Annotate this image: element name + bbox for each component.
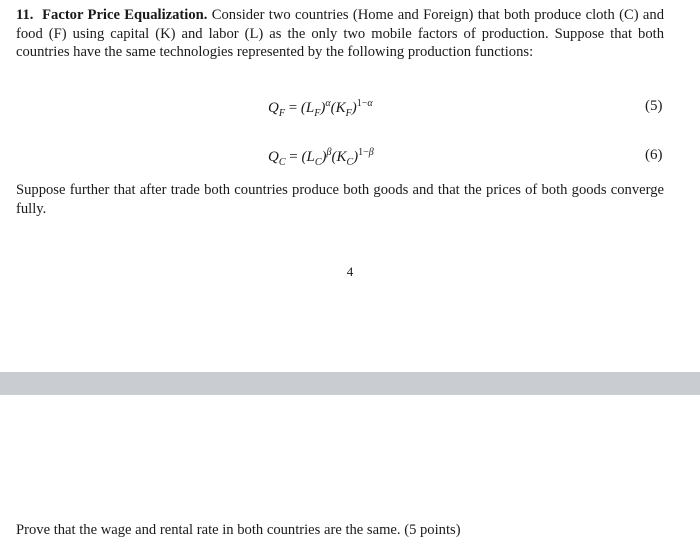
problem-followup: Suppose further that after trade both countries produce both goods and that the prices of both goods converge fully.	[16, 182, 664, 217]
equation-6	[0, 147, 700, 171]
question-text: Prove that the wage and rental rate in both countries are the same. (5 points)	[16, 522, 461, 538]
problem-intro-text: Consider two countries (Home and Foreign) that both produce cloth (C) and food (F) using capital (K) and labor (L) as the only two mobile factors of production. Suppose that both countries have the same technologies represented by the following production functions:	[16, 7, 664, 61]
problem-intro	[16, 6, 664, 62]
problem-title: Factor Price Equalization.	[42, 7, 208, 23]
equation-5-math: $Q_F = (L_F)^\alpha(K_F)^{1-\alpha}$	[268, 98, 373, 119]
equation-5	[0, 98, 700, 122]
page-number: 4	[346, 264, 354, 279]
page-separator	[0, 372, 700, 395]
equation-5-number: (5)	[645, 98, 663, 114]
equation-6-math: $Q_C = (L_C)^\beta(K_C)^{1-\beta}$	[268, 147, 374, 168]
problem-number: 11.	[16, 7, 34, 23]
equation-6-number: (6)	[645, 147, 663, 163]
